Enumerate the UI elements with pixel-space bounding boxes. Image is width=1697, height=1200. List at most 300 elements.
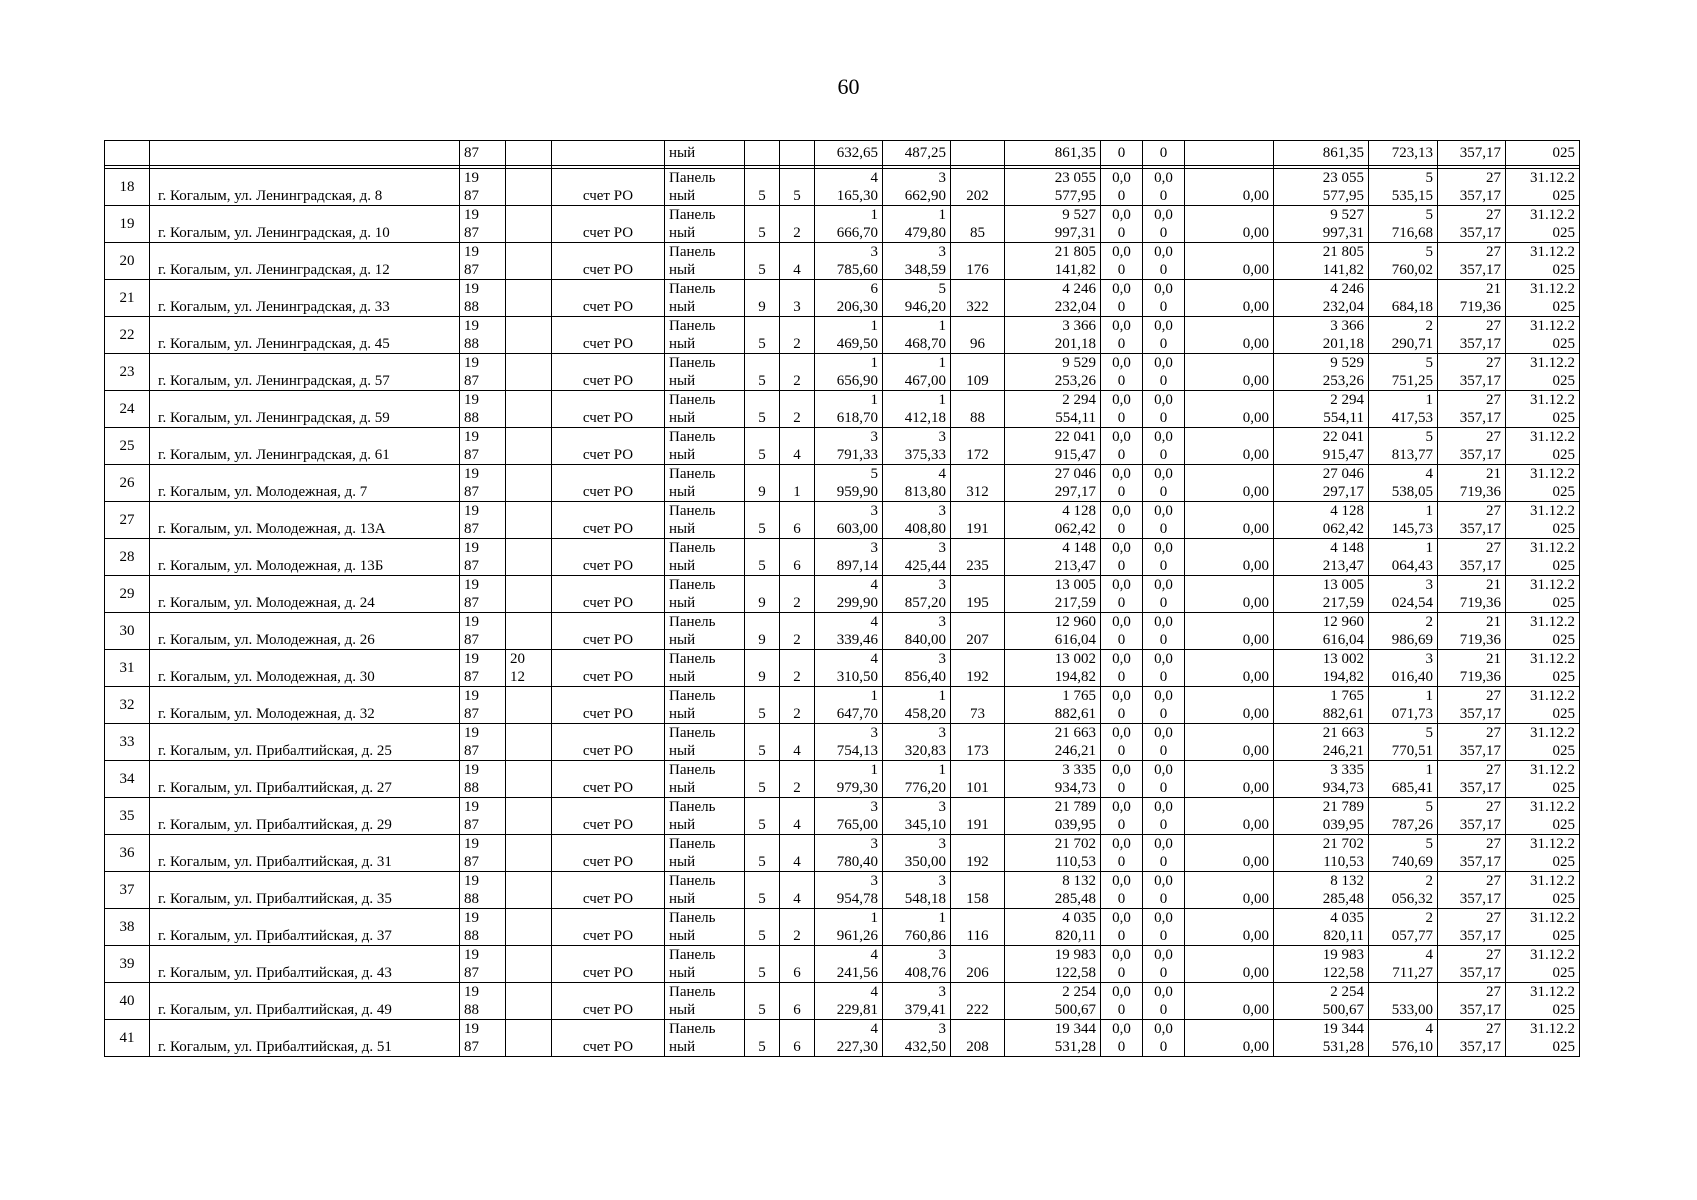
cell-c2 [1143, 761, 1185, 798]
cell-spec-top: 5 [1425, 170, 1433, 186]
cell-entrances: 4 [780, 798, 815, 835]
cell-year-top: 19 [464, 799, 479, 815]
cell-method: счет РО [552, 428, 665, 465]
cell-area-living-bottom: 350,00 [904, 854, 946, 870]
cell-reg-fund-bottom: 915,47 [1322, 447, 1364, 463]
cell-year-2-top [510, 835, 547, 853]
cell-residents: 109 [951, 354, 1005, 391]
cell-reg-fund [1274, 909, 1369, 946]
cell-date [1506, 835, 1580, 872]
cell-c1-top: 0,0 [1112, 466, 1131, 482]
cell-residents: 312 [951, 465, 1005, 502]
cell-year-top: 19 [464, 540, 479, 556]
cell-material [665, 576, 745, 613]
cell-year-bottom: 88 [464, 299, 479, 315]
cell-spec [1369, 872, 1438, 909]
cell-year [460, 428, 506, 465]
cell-floors: 5 [745, 687, 780, 724]
cell-entrances: 4 [780, 243, 815, 280]
cell-date [1506, 761, 1580, 798]
cell-other: 0,00 [1185, 317, 1274, 354]
cell-other: 0,00 [1185, 576, 1274, 613]
cell-reg-fund-top: 22 041 [1322, 429, 1364, 445]
cell-year [460, 835, 506, 872]
cell-spec-top: 5 [1425, 355, 1433, 371]
cell-area-living-bottom: 856,40 [904, 669, 946, 685]
cell-area-living-bottom: 548,18 [904, 891, 946, 907]
cell-cost [1005, 354, 1101, 391]
cell-c2-top: 0,0 [1154, 170, 1173, 186]
cell-spec-bottom: 711,27 [1392, 965, 1433, 981]
cell-min-fee-bottom: 719,36 [1459, 669, 1501, 685]
cell-c1-top: 0,0 [1112, 651, 1131, 667]
cell-year [460, 280, 506, 317]
cell-year-bottom: 88 [464, 1002, 479, 1018]
cell-cost-top: 4 148 [1062, 540, 1096, 556]
cell-reg-fund-top: 4 035 [1330, 910, 1364, 926]
cell-material [665, 465, 745, 502]
cell-floors: 5 [745, 502, 780, 539]
continuation-row [105, 141, 1580, 166]
cell-material-bottom: ный [669, 558, 696, 574]
cell-material-top: Панель [669, 281, 716, 297]
cell-c2-top: 0,0 [1154, 244, 1173, 260]
cell-reg-fund-bottom: 122,58 [1322, 965, 1364, 981]
cell-c2-bottom: 0 [1159, 299, 1168, 315]
cell-spec [1369, 169, 1438, 206]
cell-area-total [815, 576, 883, 613]
cell-spec [1369, 613, 1438, 650]
cell-area-total: 632,65 [815, 141, 883, 166]
cell-entrances [780, 141, 815, 166]
cell-min-fee [1438, 650, 1506, 687]
cell-reg-fund-top: 23 055 [1322, 170, 1364, 186]
cell-area-living-top: 3 [938, 577, 946, 593]
cell-cost [1005, 539, 1101, 576]
cell-number: 32 [105, 687, 150, 724]
cell-reg-fund [1274, 835, 1369, 872]
cell-date [1506, 317, 1580, 354]
cell-reg-fund [1274, 983, 1369, 1020]
cell-cost-top: 4 246 [1062, 281, 1096, 297]
cell-area-total [815, 465, 883, 502]
cell-reg-fund [1274, 613, 1369, 650]
cell-entrances: 1 [780, 465, 815, 502]
cell-c1 [1101, 169, 1143, 206]
cell-year-2-top [510, 576, 547, 594]
cell-c1-bottom: 0 [1117, 262, 1126, 278]
cell-c2 [1143, 206, 1185, 243]
cell-number: 23 [105, 354, 150, 391]
cell-number: 34 [105, 761, 150, 798]
cell-spec-top: 3 [1425, 577, 1433, 593]
cell-reg-fund-top: 3 335 [1330, 762, 1364, 778]
cell-spec [1369, 835, 1438, 872]
cell-reg-fund [1274, 206, 1369, 243]
cell-other: 0,00 [1185, 206, 1274, 243]
cell-spec-bottom: 024,54 [1391, 595, 1433, 611]
cell-residents: 172 [951, 428, 1005, 465]
cell-material-bottom: ный [669, 891, 696, 907]
cell-area-living [883, 798, 951, 835]
cell-area-total-top: 1 [870, 910, 878, 926]
cell-reg-fund [1274, 391, 1369, 428]
cell-area-total-top: 4 [870, 577, 878, 593]
cell-c2 [1143, 280, 1185, 317]
cell-c1 [1101, 872, 1143, 909]
cell-year-bottom: 87 [464, 965, 479, 981]
cell-year [460, 243, 506, 280]
cell-min-fee-bottom: 357,17 [1459, 262, 1501, 278]
cell-material [665, 1020, 745, 1057]
cell-material-top: Панель [669, 836, 716, 852]
cell-c2-top: 0,0 [1154, 503, 1173, 519]
cell-spec-top: 2 [1425, 910, 1433, 926]
cell-reg-fund [1274, 576, 1369, 613]
cell-c2 [1143, 539, 1185, 576]
cell-material [665, 206, 745, 243]
cell-reg-fund [1274, 798, 1369, 835]
cell-residents: 208 [951, 1020, 1005, 1057]
cell-other: 0,00 [1185, 835, 1274, 872]
cell-date [1506, 1020, 1580, 1057]
cell-year-2 [506, 872, 552, 909]
cell-material-top: Панель [669, 762, 716, 778]
cell-reg-fund [1274, 872, 1369, 909]
cell-spec [1369, 650, 1438, 687]
cell-area-total-top: 4 [870, 651, 878, 667]
cell-material-bottom: ный [669, 484, 696, 500]
cell-c2 [1143, 391, 1185, 428]
cell-area-total [815, 243, 883, 280]
cell-spec-top [1373, 983, 1433, 1001]
cell-min-fee [1438, 946, 1506, 983]
cell-method: счет РО [552, 724, 665, 761]
cell-year-top: 19 [464, 614, 479, 630]
cell-reg-fund-bottom: 616,04 [1322, 632, 1364, 648]
cell-area-total [815, 428, 883, 465]
table-row [105, 1020, 1580, 1057]
cell-material [665, 650, 745, 687]
cell-material-bottom: ный [669, 299, 696, 315]
cell-area-total [815, 613, 883, 650]
cell-material-bottom: ный [669, 965, 696, 981]
cell-floors: 5 [745, 169, 780, 206]
cell-c2-top: 0,0 [1154, 355, 1173, 371]
cell-year-2-top [510, 243, 547, 261]
cell-year-top: 19 [464, 910, 479, 926]
cell-area-living [883, 354, 951, 391]
cell-spec-bottom: 576,10 [1391, 1039, 1433, 1055]
cell-material-bottom: ный [669, 743, 696, 759]
cell-year-2 [506, 835, 552, 872]
cell-year-2-top [510, 206, 547, 224]
cell-c1 [1101, 909, 1143, 946]
housing-registry-table [104, 140, 1580, 1057]
cell-floors: 5 [745, 243, 780, 280]
cell-entrances: 2 [780, 391, 815, 428]
cell-reg-fund-bottom: 213,47 [1322, 558, 1364, 574]
cell-year-2 [506, 761, 552, 798]
cell-spec-top: 2 [1425, 614, 1433, 630]
cell-c2-bottom: 0 [1159, 484, 1168, 500]
cell-year-top: 19 [464, 947, 479, 963]
cell-area-living-top: 3 [938, 873, 946, 889]
cell-cost [1005, 909, 1101, 946]
cell-year [460, 983, 506, 1020]
cell-area-total-bottom: 310,50 [836, 669, 878, 685]
cell-area-total [815, 761, 883, 798]
cell-min-fee-top: 27 [1486, 318, 1501, 334]
cell-c2-top: 0,0 [1154, 984, 1173, 1000]
cell-c1-top: 0,0 [1112, 947, 1131, 963]
cell-area-living [883, 465, 951, 502]
cell-area-total [815, 724, 883, 761]
cell-year-2-bottom: 12 [510, 669, 525, 685]
cell-area-living-bottom: 776,20 [904, 780, 946, 796]
cell-c1 [1101, 687, 1143, 724]
cell-address: г. Когалым, ул. Ленинградская, д. 57 [150, 354, 460, 391]
cell-c1 [1101, 280, 1143, 317]
cell-cost-top: 21 702 [1054, 836, 1096, 852]
cell-area-total-top: 1 [870, 318, 878, 334]
cell-number: 36 [105, 835, 150, 872]
cell-date-bottom: 025 [1552, 336, 1575, 352]
cell-date-top: 31.12.2 [1530, 1021, 1575, 1037]
cell-reg-fund-bottom: 934,73 [1322, 780, 1364, 796]
cell-c1 [1101, 317, 1143, 354]
cell-cost [1005, 576, 1101, 613]
cell-spec-bottom: 417,53 [1391, 410, 1433, 426]
cell-min-fee-bottom: 357,17 [1459, 780, 1501, 796]
cell-year-bottom: 88 [464, 928, 479, 944]
cell-date-bottom: 025 [1552, 521, 1575, 537]
cell-c2-top: 0,0 [1154, 392, 1173, 408]
cell-c1 [1101, 354, 1143, 391]
cell-area-living [883, 502, 951, 539]
cell-c2 [1143, 1020, 1185, 1057]
cell-spec-top: 4 [1425, 466, 1433, 482]
cell-cost [1005, 872, 1101, 909]
cell-cost-top: 1 765 [1062, 688, 1096, 704]
cell-entrances: 3 [780, 280, 815, 317]
cell-spec [1369, 909, 1438, 946]
cell-c2-top: 0,0 [1154, 281, 1173, 297]
cell-c1-bottom: 0 [1117, 928, 1126, 944]
cell-address: г. Когалым, ул. Ленинградская, д. 61 [150, 428, 460, 465]
cell-min-fee [1438, 317, 1506, 354]
cell-date-bottom: 025 [1552, 965, 1575, 981]
cell-c2-top: 0,0 [1154, 910, 1173, 926]
cell-area-living-bottom: 408,80 [904, 521, 946, 537]
cell-area-living-bottom: 320,83 [904, 743, 946, 759]
cell-c2-bottom: 0 [1159, 706, 1168, 722]
cell-address: г. Когалым, ул. Ленинградская, д. 33 [150, 280, 460, 317]
cell-min-fee [1438, 206, 1506, 243]
cell-area-living-top: 1 [938, 392, 946, 408]
cell-area-total [815, 835, 883, 872]
cell-address: г. Когалым, ул. Молодежная, д. 30 [150, 650, 460, 687]
cell-address: г. Когалым, ул. Молодежная, д. 32 [150, 687, 460, 724]
cell-reg-fund-top: 13 005 [1322, 577, 1364, 593]
cell-area-living-bottom: 458,20 [904, 706, 946, 722]
table-row [105, 724, 1580, 761]
cell-c1-top: 0,0 [1112, 429, 1131, 445]
cell-spec-top: 5 [1425, 244, 1433, 260]
cell-year [460, 650, 506, 687]
cell-spec-bottom: 740,69 [1391, 854, 1433, 870]
cell-c2-top: 0,0 [1154, 688, 1173, 704]
cell-floors: 5 [745, 909, 780, 946]
cell-address: г. Когалым, ул. Прибалтийская, д. 37 [150, 909, 460, 946]
cell-method: счет РО [552, 1020, 665, 1057]
cell-cost-top: 23 055 [1054, 170, 1096, 186]
cell-material [665, 613, 745, 650]
cell-reg-fund-top: 21 663 [1322, 725, 1364, 741]
cell-method: счет РО [552, 206, 665, 243]
cell-c1-bottom: 0 [1117, 706, 1126, 722]
cell-year-bottom: 88 [464, 891, 479, 907]
cell-c2 [1143, 650, 1185, 687]
cell-area-total-bottom: 241,56 [836, 965, 878, 981]
cell-material-top: Панель [669, 873, 716, 889]
cell-cost [1005, 613, 1101, 650]
cell-floors: 5 [745, 761, 780, 798]
cell-number: 29 [105, 576, 150, 613]
cell-year-2 [506, 687, 552, 724]
cell-year-2-top [510, 465, 547, 483]
cell-material: ный [665, 141, 745, 166]
cell-year-top: 19 [464, 503, 479, 519]
cell-year-2-bottom [510, 187, 547, 205]
cell-min-fee-top: 27 [1486, 688, 1501, 704]
table-row [105, 391, 1580, 428]
cell-year-2-bottom [510, 594, 547, 612]
cell-material-bottom: ный [669, 1039, 696, 1055]
cell-area-total-top: 4 [870, 1021, 878, 1037]
cell-cost-bottom: 110,53 [1055, 854, 1096, 870]
cell-c1-top: 0,0 [1112, 614, 1131, 630]
cell-reg-fund-bottom: 062,42 [1322, 521, 1364, 537]
cell-material-bottom: ный [669, 410, 696, 426]
cell-area-living-bottom: 840,00 [904, 632, 946, 648]
table-row [105, 428, 1580, 465]
cell-year-2-top [510, 946, 547, 964]
cell-address: г. Когалым, ул. Прибалтийская, д. 51 [150, 1020, 460, 1057]
cell-area-living-top: 3 [938, 503, 946, 519]
cell-floors: 9 [745, 576, 780, 613]
cell-number: 19 [105, 206, 150, 243]
cell-c2 [1143, 724, 1185, 761]
cell-residents: 96 [951, 317, 1005, 354]
cell-area-total-bottom: 206,30 [836, 299, 878, 315]
cell-material-bottom: ный [669, 595, 696, 611]
cell-material-top: Панель [669, 577, 716, 593]
cell-cost-bottom: 882,61 [1054, 706, 1096, 722]
cell-address: г. Когалым, ул. Прибалтийская, д. 25 [150, 724, 460, 761]
cell-c1-top: 0,0 [1112, 873, 1131, 889]
cell-material-top: Панель [669, 984, 716, 1000]
cell-c1-top: 0,0 [1112, 503, 1131, 519]
cell-area-living-top: 3 [938, 836, 946, 852]
cell-floors: 5 [745, 391, 780, 428]
cell-cost [1005, 983, 1101, 1020]
cell-c1 [1101, 391, 1143, 428]
cell-c1-bottom: 0 [1117, 595, 1126, 611]
cell-cost: 861,35 [1005, 141, 1101, 166]
cell-other: 0,00 [1185, 613, 1274, 650]
cell-c1-bottom: 0 [1117, 632, 1126, 648]
table-row [105, 650, 1580, 687]
cell-year [460, 465, 506, 502]
cell-number [105, 141, 150, 166]
cell-year-2 [506, 798, 552, 835]
cell-year-2 [506, 391, 552, 428]
cell-cost-top: 27 046 [1054, 466, 1096, 482]
table-row [105, 243, 1580, 280]
cell-year-2 [506, 983, 552, 1020]
cell-date-bottom: 025 [1552, 262, 1575, 278]
cell-year-2 [506, 354, 552, 391]
cell-address: г. Когалым, ул. Ленинградская, д. 12 [150, 243, 460, 280]
cell-reg-fund-bottom: 285,48 [1322, 891, 1364, 907]
cell-area-total-bottom: 897,14 [836, 558, 878, 574]
cell-material [665, 687, 745, 724]
cell-cost-bottom: 934,73 [1054, 780, 1096, 796]
cell-c1-top: 0,0 [1112, 725, 1131, 741]
cell-area-living [883, 169, 951, 206]
cell-cost [1005, 724, 1101, 761]
cell-area-total [815, 539, 883, 576]
cell-year-bottom: 87 [464, 188, 479, 204]
cell-number: 30 [105, 613, 150, 650]
cell-c2-bottom: 0 [1159, 1039, 1168, 1055]
cell-material-top: Панель [669, 392, 716, 408]
cell-reg-fund [1274, 946, 1369, 983]
cell-min-fee-top: 27 [1486, 873, 1501, 889]
cell-floors: 5 [745, 983, 780, 1020]
cell-year-2 [506, 1020, 552, 1057]
cell-c1-bottom: 0 [1117, 780, 1126, 796]
cell-date-top: 31.12.2 [1530, 466, 1575, 482]
cell-area-total-top: 4 [870, 614, 878, 630]
table-row [105, 909, 1580, 946]
cell-area-living-top: 5 [938, 281, 946, 297]
cell-date-top: 31.12.2 [1530, 984, 1575, 1000]
cell-spec-top: 4 [1425, 1021, 1433, 1037]
cell-cost-top: 8 132 [1062, 873, 1096, 889]
cell-c2-bottom: 0 [1159, 595, 1168, 611]
cell-method: счет РО [552, 539, 665, 576]
cell-min-fee-top: 27 [1486, 244, 1501, 260]
cell-material [665, 983, 745, 1020]
cell-area-total-top: 3 [870, 429, 878, 445]
cell-spec-top: 1 [1425, 762, 1433, 778]
cell-area-total [815, 909, 883, 946]
cell-date-bottom: 025 [1552, 706, 1575, 722]
cell-reg-fund-bottom: 039,95 [1322, 817, 1364, 833]
cell-other: 0,00 [1185, 946, 1274, 983]
cell-year-2-bottom [510, 557, 547, 575]
cell-material [665, 391, 745, 428]
cell-year [460, 872, 506, 909]
cell-area-living [883, 280, 951, 317]
cell-year-2-bottom [510, 705, 547, 723]
cell-spec-top: 5 [1425, 429, 1433, 445]
cell-min-fee-bottom: 357,17 [1459, 373, 1501, 389]
cell-entrances: 2 [780, 354, 815, 391]
cell-c2-top: 0,0 [1154, 799, 1173, 815]
